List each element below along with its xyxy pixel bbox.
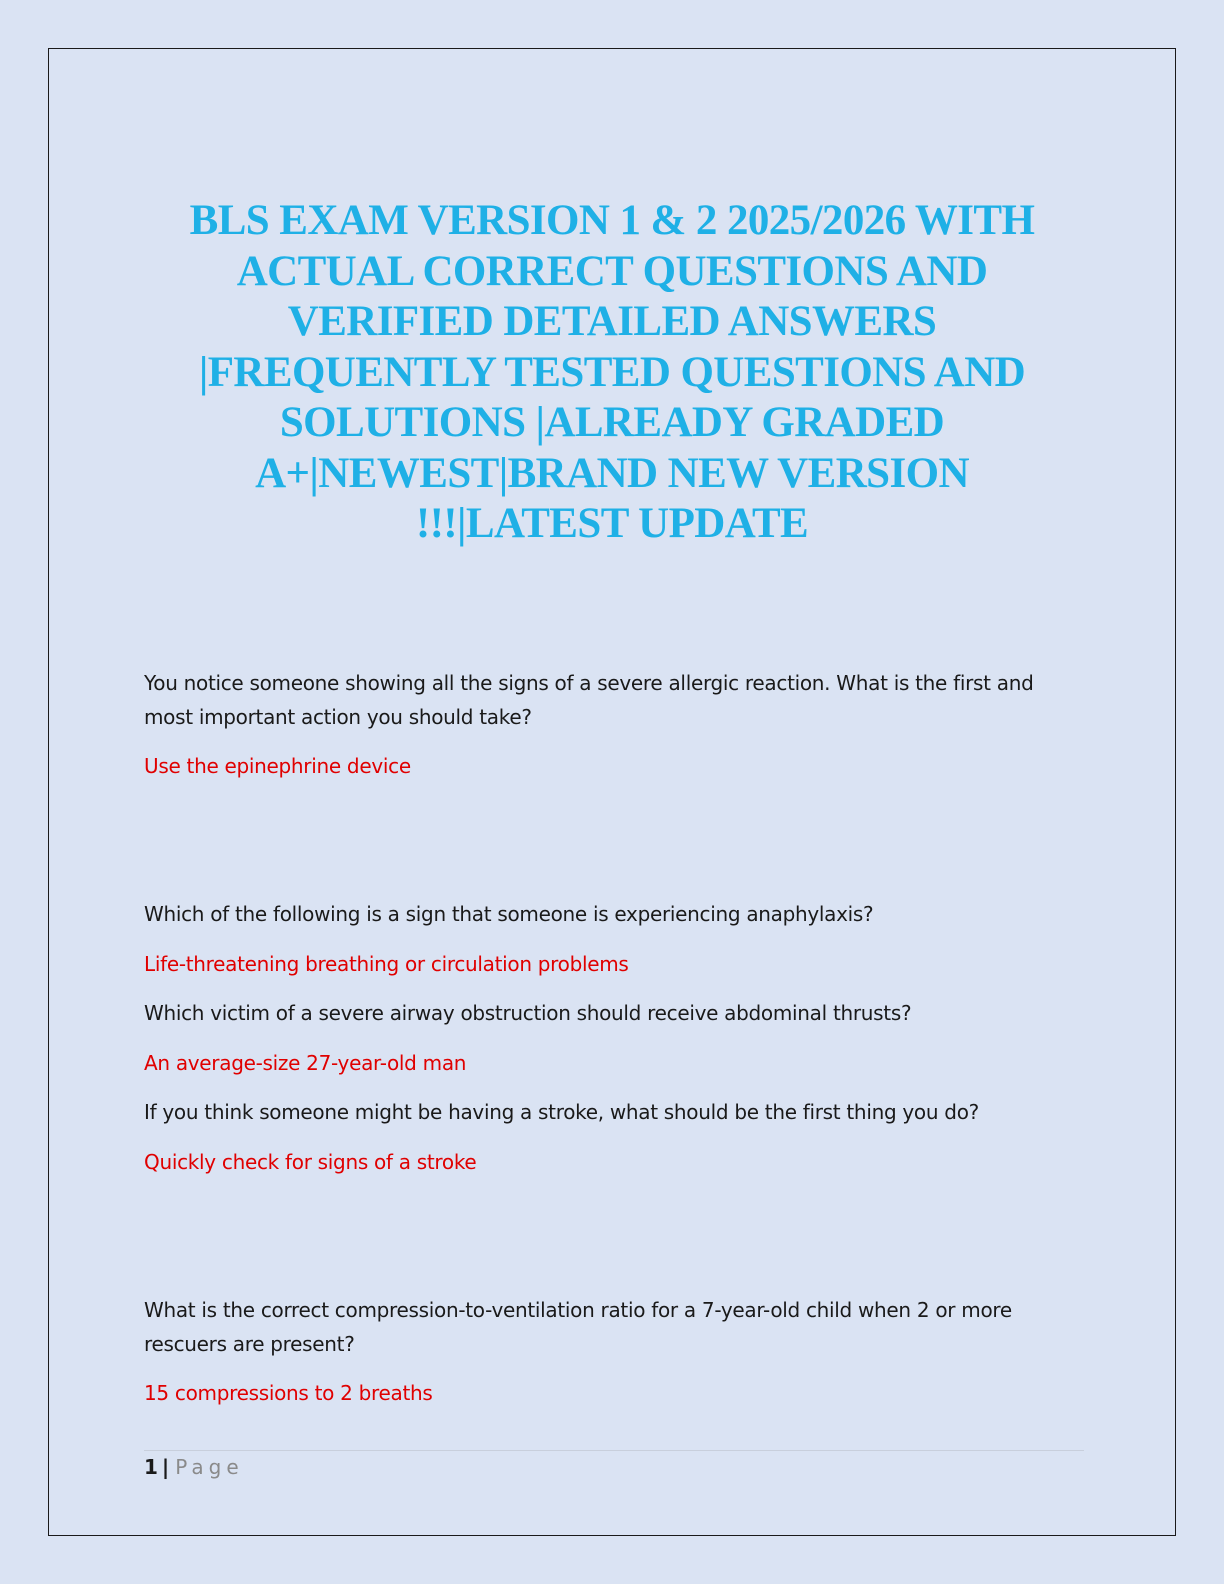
- question-1: You notice someone showing all the signs of a severe allergic reaction. What is the first and most important action you should take?: [144, 671, 1034, 729]
- page-footer: [144, 1452, 244, 1482]
- answer-2: Life-threatening breathing or circulation problems: [144, 952, 629, 976]
- question-5: What is the correct compression-to-ventilation ratio for a 7-year-old child when 2 or more rescuers are present?: [144, 1298, 1012, 1356]
- question-2: Which of the following is a sign that someone is experiencing anaphylaxis?: [144, 902, 874, 926]
- question-4: If you think someone might be having a stroke, what should be the first thing you do?: [144, 1100, 979, 1124]
- answer-4: Quickly check for signs of a stroke: [144, 1150, 477, 1174]
- document-title: BLS EXAM VERSION 1 & 2 2025/2026 WITH ACTUAL CORRECT QUESTIONS AND VERIFIED DETAILED ANSWERS |FREQUENTLY TESTED QUESTIONS AND SOLUTIONS |ALREADY GRADED A+|NEWEST|BRAND NEW VERSION !!!|LATEST UPDATE: [189, 197, 1035, 547]
- answer-5: 15 compressions to 2 breaths: [144, 1381, 433, 1405]
- question-3: Which victim of a severe airway obstruction should receive abdominal thrusts?: [144, 1001, 912, 1025]
- page-label: Page: [175, 1455, 244, 1479]
- page-number: 1: [144, 1455, 158, 1479]
- answer-3: An average-size 27-year-old man: [144, 1051, 467, 1075]
- page-separator: |: [161, 1455, 170, 1479]
- footer-divider: [144, 1450, 1084, 1451]
- answer-1: Use the epinephrine device: [144, 754, 411, 778]
